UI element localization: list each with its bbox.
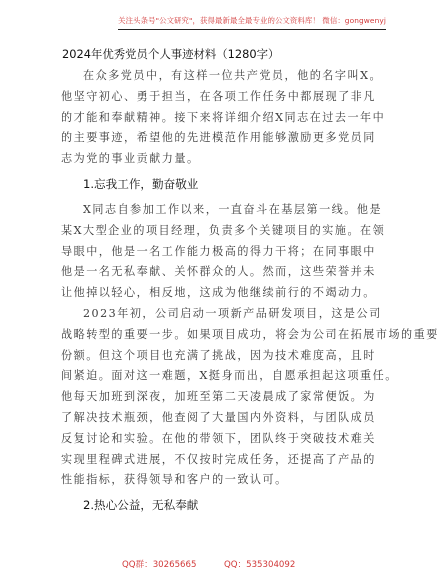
text-line: 反复讨论和实验。在他的带领下，团队终于突破技术难关 — [61, 431, 376, 445]
qq-number-text: QQ：535304092 — [224, 560, 296, 570]
top-banner — [0, 0, 408, 30]
document-body — [61, 43, 439, 521]
text-line: 他坚守初心、勇于担当，在各项工作任务中都展现了非凡 — [61, 89, 376, 103]
text-line: 性能指标，获得领导和客户的一致认可。 — [61, 473, 288, 487]
text-line: 间紧迫。面对这一难题，X挺身而出，自愿承担起这项重任。 — [61, 369, 398, 383]
section1-paragraph-1 — [61, 200, 386, 304]
text-line: 志为党的事业贡献力量。 — [61, 152, 200, 166]
text-line: 了解决技术瓶颈，他查阅了大量国内外资料，与团队成员 — [61, 410, 376, 424]
qq-group-text: QQ群：30265665 — [122, 560, 197, 570]
banner-text: 关注头条号"公文研究"，获得最新最全最专业的公文资料库！ 微信：gongwenyj — [118, 15, 386, 30]
text-line: 某X大型企业的项目经理，负责多个关键项目的实施。在领 — [61, 223, 386, 237]
text-line: 战略转型的重要一步。如果项目成功，将会为公司在拓展市场的重要 — [61, 327, 439, 341]
text-line: 实现里程碑式进展，不仅按时完成任务，还提高了产品的 — [61, 452, 376, 466]
text-line: 让他掉以轻心，相反地，这成为他继续前行的不竭动力。 — [61, 286, 376, 300]
text-line: 他是一名无私奉献、关怀群众的人。然而，这些荣誉并未 — [61, 265, 376, 279]
section-heading-1: 1.忘我工作，勤奋敬业 — [83, 176, 199, 191]
text-line: 导眼中，他是一名工作能力极高的得力干将；在同事眼中 — [61, 244, 376, 258]
text-line: 2023年初，公司启动一项新产品研发项目，这是公司 — [83, 306, 382, 320]
intro-paragraph — [61, 66, 386, 170]
text-line: 的才能和奉献精神。接下来将详细介绍X同志在过去一年中 — [61, 110, 386, 124]
text-line: X同志自参加工作以来，一直奋斗在基层第一线。他是 — [83, 202, 383, 216]
text-line: 的主要事迹，希望他的先进模范作用能够激励更多党员同 — [61, 131, 376, 145]
text-line: 他每天加班到深夜，加班至第二天凌晨成了家常便饭。为 — [61, 390, 376, 404]
document-title: 2024年优秀党员个人事迹材料（1280字） — [62, 47, 280, 61]
text-line: 份额。但这个项目也充满了挑战，因为技术难度高，且时 — [61, 348, 376, 362]
section1-paragraph-2 — [61, 304, 439, 491]
section-heading-2: 2.热心公益，无私奉献 — [83, 498, 199, 513]
text-line: 在众多党员中，有这样一位共产党员，他的名字叫X。 — [83, 69, 383, 82]
footer-contact — [0, 558, 408, 574]
